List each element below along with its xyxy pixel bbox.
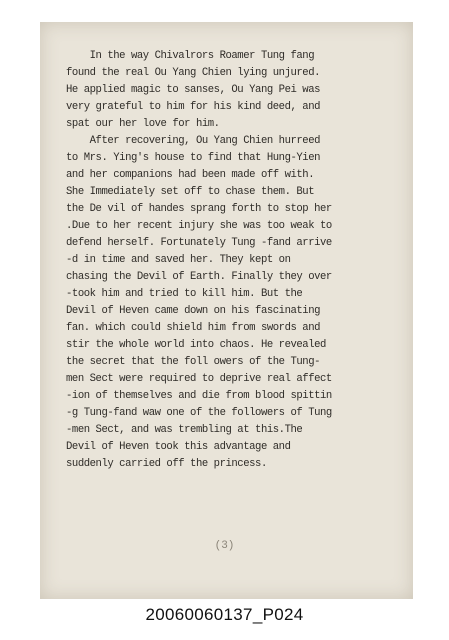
text-line: found the real Ou Yang Chien lying unjured. <box>66 67 321 79</box>
text-line: -ion of themselves and die from blood spittin <box>66 390 332 402</box>
text-line: fan. which could shield him from swords and <box>66 322 321 334</box>
text-line: and her companions had been made off with. <box>66 169 315 181</box>
text-line: stir the whole world into chaos. He revealed <box>66 339 326 351</box>
text-line: men Sect were required to deprive real affect <box>66 373 332 385</box>
text-line: suddenly carried off the princess. <box>66 458 267 470</box>
document-body <box>66 48 400 473</box>
text-line: -took him and tried to kill him. But the <box>66 288 303 300</box>
text-line: the De vil of handes sprang forth to stop her <box>66 203 332 215</box>
text-line: -g Tung-fand waw one of the followers of Tung <box>66 407 332 419</box>
text-line: the secret that the foll owers of the Tung- <box>66 356 321 368</box>
text-line: After recovering, Ou Yang Chien hurreed <box>66 135 321 147</box>
text-line: She Immediately set off to chase them. But <box>66 186 315 198</box>
text-line: defend herself. Fortunately Tung -fand arrive <box>66 237 332 249</box>
page-number: (3) <box>214 540 235 552</box>
text-line: very grateful to him for his kind deed, and <box>66 101 321 113</box>
text-line: He applied magic to sanses, Ou Yang Pei was <box>66 84 321 96</box>
text-line: -men Sect, and was trembling at this.The <box>66 424 303 436</box>
text-line: to Mrs. Ying's house to find that Hung-Yien <box>66 152 321 164</box>
image-caption: 20060060137_P024 <box>145 605 304 624</box>
text-line: Devil of Heven took this advantage and <box>66 441 291 453</box>
text-line: In the way Chivalrors Roamer Tung fang <box>66 50 315 62</box>
text-line: spat our her love for him. <box>66 118 220 130</box>
text-line: chasing the Devil of Earth. Finally they over <box>66 271 332 283</box>
text-line: .Due to her recent injury she was too weak to <box>66 220 332 232</box>
text-line: -d in time and saved her. They kept on <box>66 254 291 266</box>
text-line: Devil of Heven came down on his fascinating <box>66 305 321 317</box>
